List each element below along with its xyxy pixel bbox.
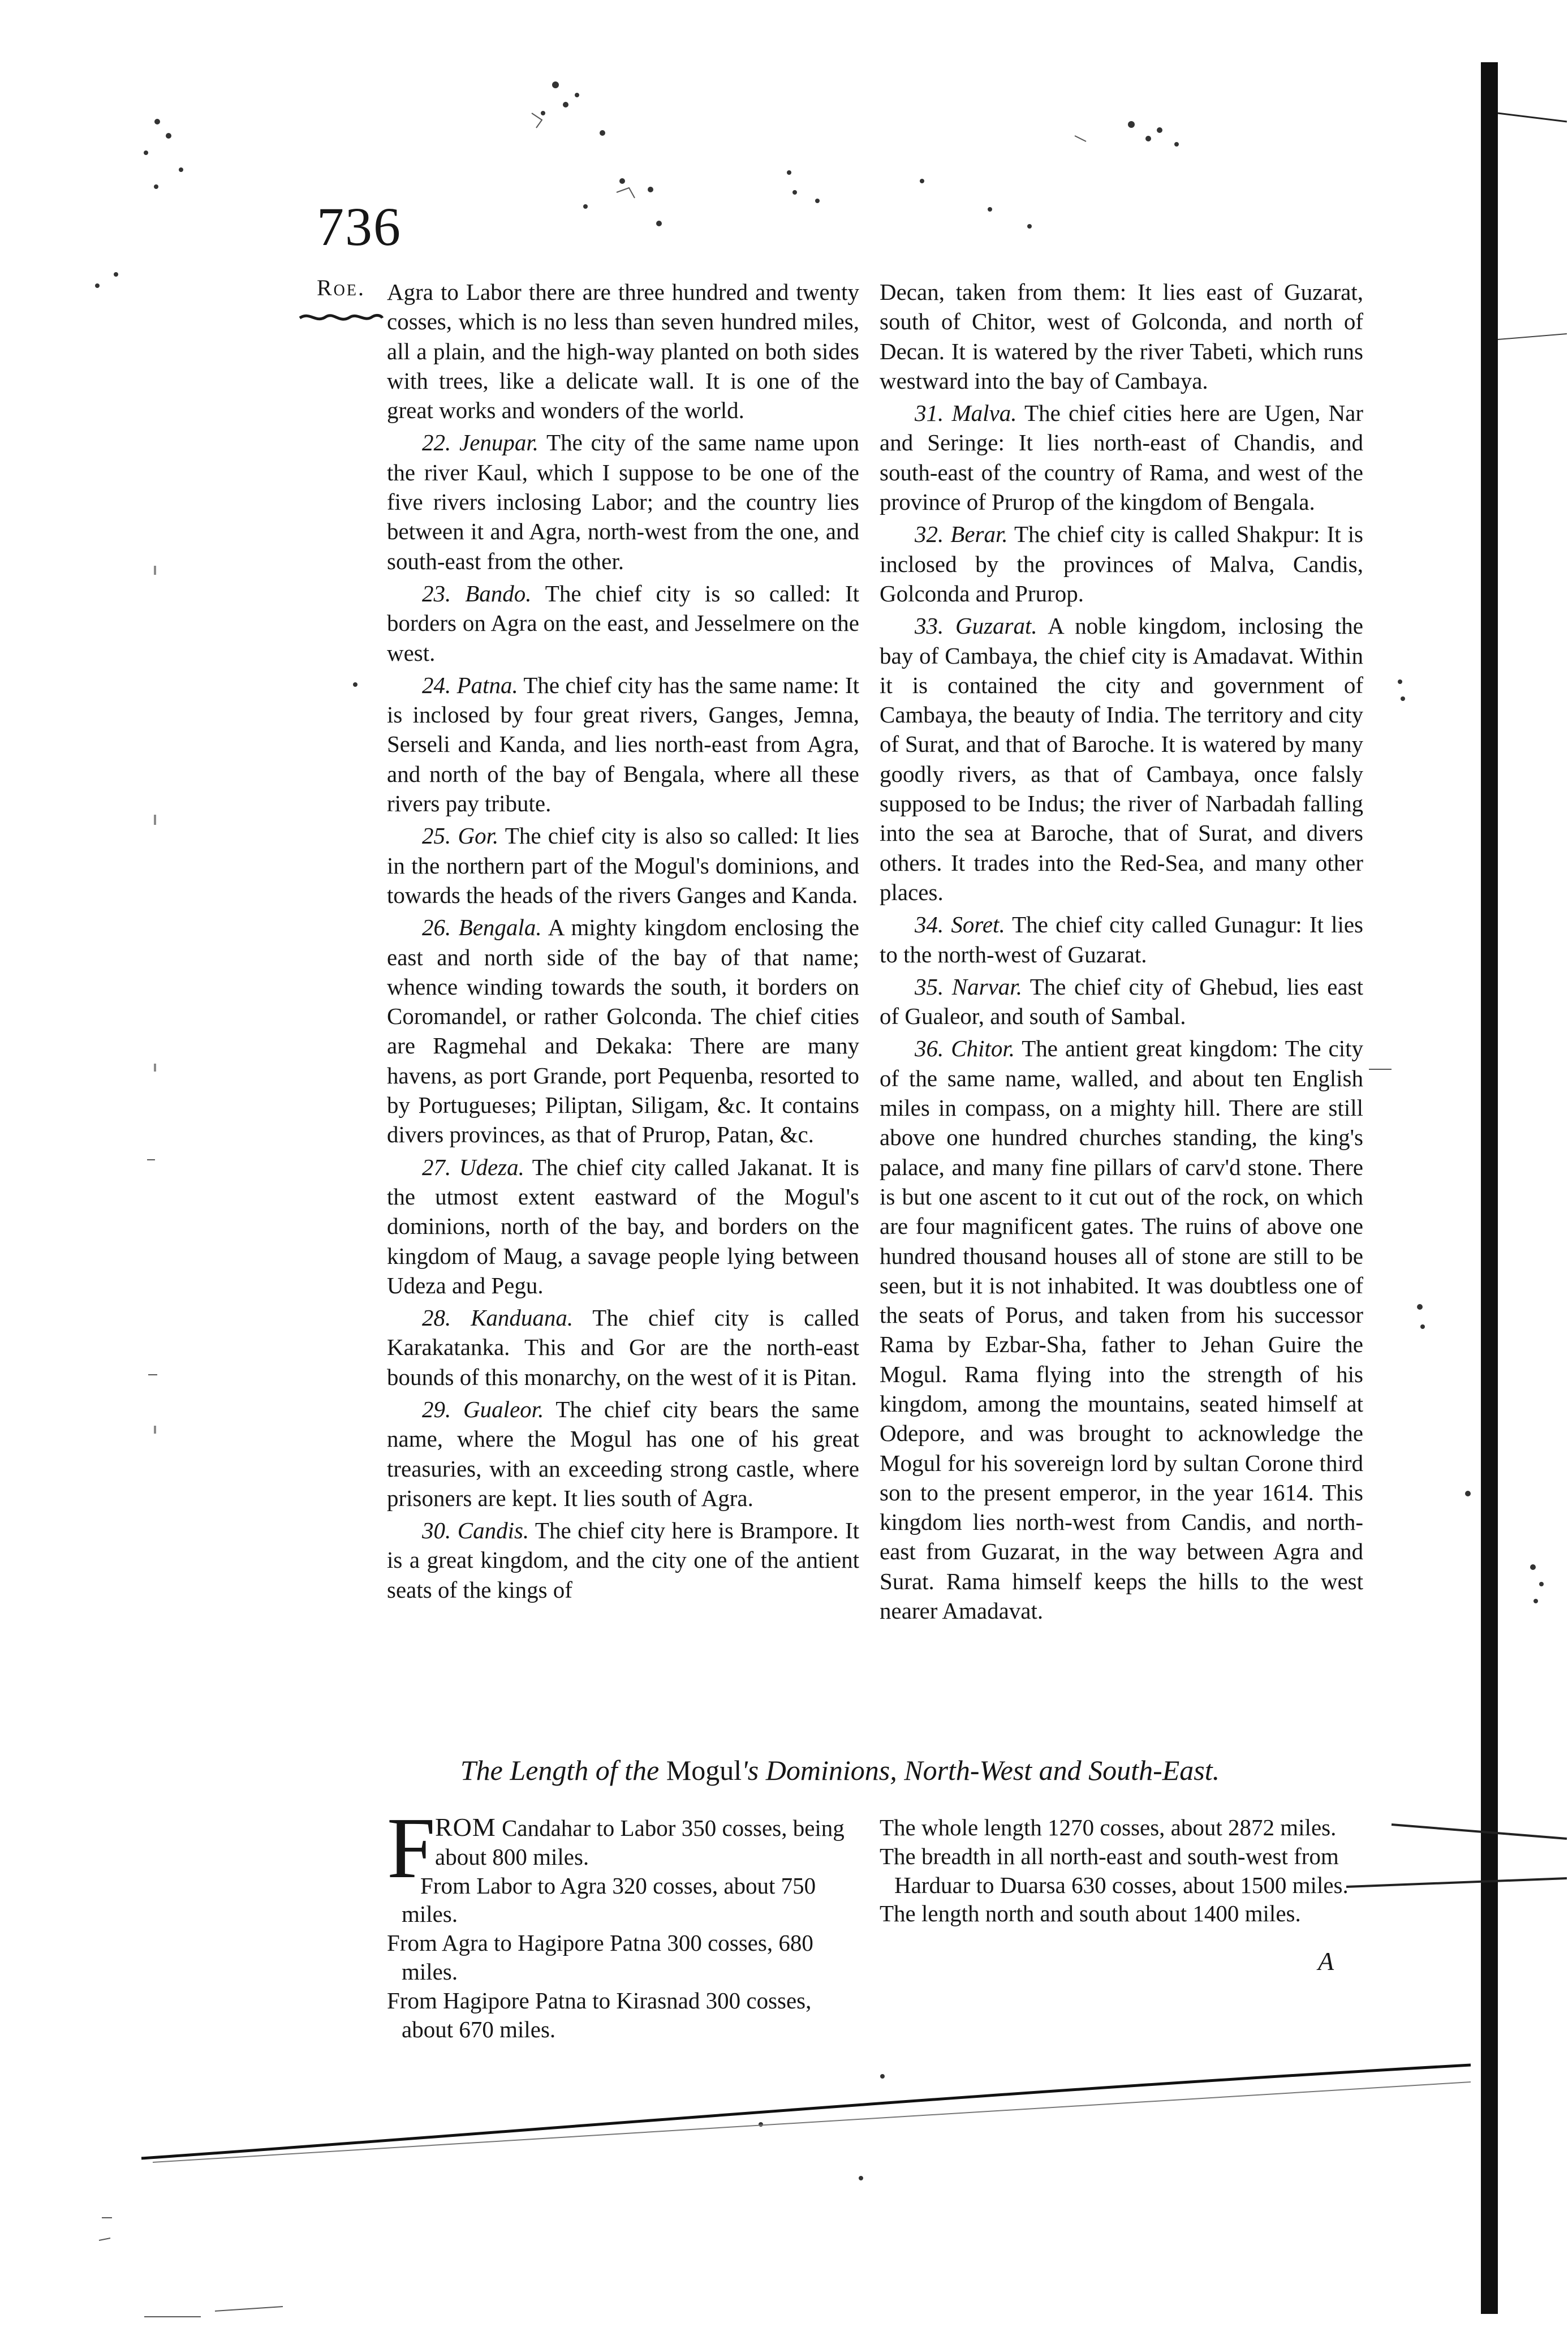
- left-entry-24: 24. Patna. The chief city has the same name: It is inclosed by four great rivers, Ganges, Jemna, Serseli and Kanda, and lies north-east from Agra, and north of the bay of Bengala, where all these rivers pay tribute.: [387, 672, 860, 817]
- right-entry-34: 34. Soret. The chief city called Gunagur: It lies to the north-west of Guzarat.: [880, 911, 1364, 967]
- right-entry-32: 32. Berar. The chief city is called Shakpur: It is inclosed by the provinces of Malva, Candis, Golconda and Prurop.: [880, 521, 1364, 606]
- section-title: The Length of the Mogul's Dominions, North-West and South-East.: [460, 1754, 1220, 1786]
- running-head: Roe.: [317, 275, 366, 300]
- left-entry-26: 26. Bengala. A mighty kingdom enclosing the east and north side of the bay of that name; whence winding towards the south, it borders on Coromandel, or rather Golconda. The chief cities are Ragmehal and Dekaka: There are many havens, as port Grande, port Pequenba, resorted to by Portugueses; Piliptan, Siligam, &c. It contains divers provinces, as that of Prurop, Patan, &c.: [387, 914, 859, 1148]
- left-entry-25: 25. Gor. The chief city is also so called: It lies in the northern part of the Mogul's dominions, and towards the heads of the rivers Ganges and Kanda.: [387, 823, 859, 908]
- distance-summary: The breadth in all north-east and south-west from Harduar to Duarsa 630 cosses, about 1500 miles.: [880, 1843, 1349, 1898]
- ornament-swash: [299, 310, 384, 325]
- right-column: [880, 277, 1363, 1625]
- right-entry-31: 31. Malva. The chief cities here are Ugen, Nar and Seringe: It lies north-east of Chandis, and south-east of the country of Rama, and west of the province of Prurop of the kingdom of Bengala.: [880, 400, 1363, 515]
- distance-entry: From Labor to Agra 320 cosses, about 750 miles.: [402, 1872, 816, 1928]
- distance-entry: From Hagipore Patna to Kirasnad 300 cosses, about 670 miles.: [387, 1987, 812, 2042]
- left-entry-22: 22. Jenupar. The city of the same name upon the river Kaul, which I suppose to be one of the five rivers inclosing Labor; and the country lies between it and Agra, north-west from the one, and south-east from the other.: [387, 429, 859, 574]
- drop-cap: F: [387, 1800, 436, 1896]
- left-entry-28: 28. Kanduana. The chief city is called Karakatanka. This and Gor are the north-east bounds of this monarchy, on the west of it is Pitan.: [387, 1305, 859, 1390]
- page-number: 736: [317, 196, 402, 257]
- left-paragraph-continued: Agra to Labor there are three hundred and twenty cosses, which is no less than seven hundred miles, all a plain, and the high-way planted on both sides with trees, like a delicate wall. It is one of the great works and wonders of the world.: [387, 279, 859, 424]
- distance-summary: The length north and south about 1400 miles.: [880, 1900, 1301, 1927]
- left-entry-30: 30. Candis. The chief city here is Brampore. It is a great kingdom, and the city one of the antient seats of the kings of: [387, 1517, 859, 1603]
- distance-summary: The whole length 1270 cosses, about 2872 miles.: [880, 1814, 1337, 1840]
- left-entry-29: 29. Gualeor. The chief city bears the same name, where the Mogul has one of his great treasuries, with an exceeding strong castle, where prisoners are kept. It lies south of Agra.: [387, 1396, 860, 1511]
- right-entry-33: 33. Guzarat. A noble kingdom, inclosing the bay of Cambaya, the chief city is Amadavat. Within it is contained the city and government of Cambaya, the beauty of India. The territory and city of Surat, and that of Baroche. It is watered by many goodly rivers, as that of Cambaya, once falsly supposed to be Indus; the river of Narbadah falling into the sea at Baroche, that of Surat, and divers others. It trades into the Red-Sea, and many other places.: [880, 613, 1363, 905]
- distance-entry: From Agra to Hagipore Patna 300 cosses, 680 miles.: [387, 1930, 813, 1985]
- distance-first-entry: FROM Candahar to Labor 350 cosses, being about 800 miles.: [387, 1800, 845, 1896]
- catchword: A: [1318, 1947, 1334, 1976]
- right-entry-35: 35. Narvar. The chief city of Ghebud, lies east of Gualeor, and south of Sambal.: [880, 973, 1363, 1030]
- distances-left: [387, 1800, 851, 2043]
- distances-right: [880, 1813, 1363, 1928]
- left-column: [387, 277, 859, 1604]
- right-entry-36: 36. Chitor. The antient great kingdom: The city of the same name, walled, and about ten English miles in compass, on a mighty hill. There are still above one hundred churches standing, the king's palace, and many fine pillars of carv'd stone. There is but one ascent to it cut out of the rock, on which are four magnificent gates. The ruins of above one hundred thousand houses all of stone are still to be seen, but it is not inhabited. It was doubtless one of the seats of Porus, and taken from his successor Rama by Ezbar-Sha, father to Jehan Guire the Mogul. Rama flying into the strength of his kingdom, among the mountains, seated himself at Odepore, and was brought to acknowledge the Mogul for his sovereign lord by sultan Corone third son to the present emperor, in the year 1614. This kingdom lies north-west from Candis, and north-east from Guzarat, in the way between Agra and Surat. Rama himself keeps the hills to the west nearer Amadavat.: [880, 1035, 1363, 1624]
- right-paragraph-continued: Decan, taken from them: It lies east of Guzarat, south of Chitor, west of Golconda, and north of Decan. It is watered by the river Tabeti, which runs westward into the bay of Cambaya.: [880, 279, 1363, 394]
- left-entry-27: 27. Udeza. The chief city called Jakanat. It is the utmost extent eastward of the Mogul's dominions, north of the bay, and borders on the kingdom of Maug, a savage people lying between Udeza and Pegu.: [387, 1154, 860, 1298]
- left-entry-23: 23. Bando. The chief city is so called: It borders on Agra on the east, and Jesselmere on the west.: [387, 580, 860, 666]
